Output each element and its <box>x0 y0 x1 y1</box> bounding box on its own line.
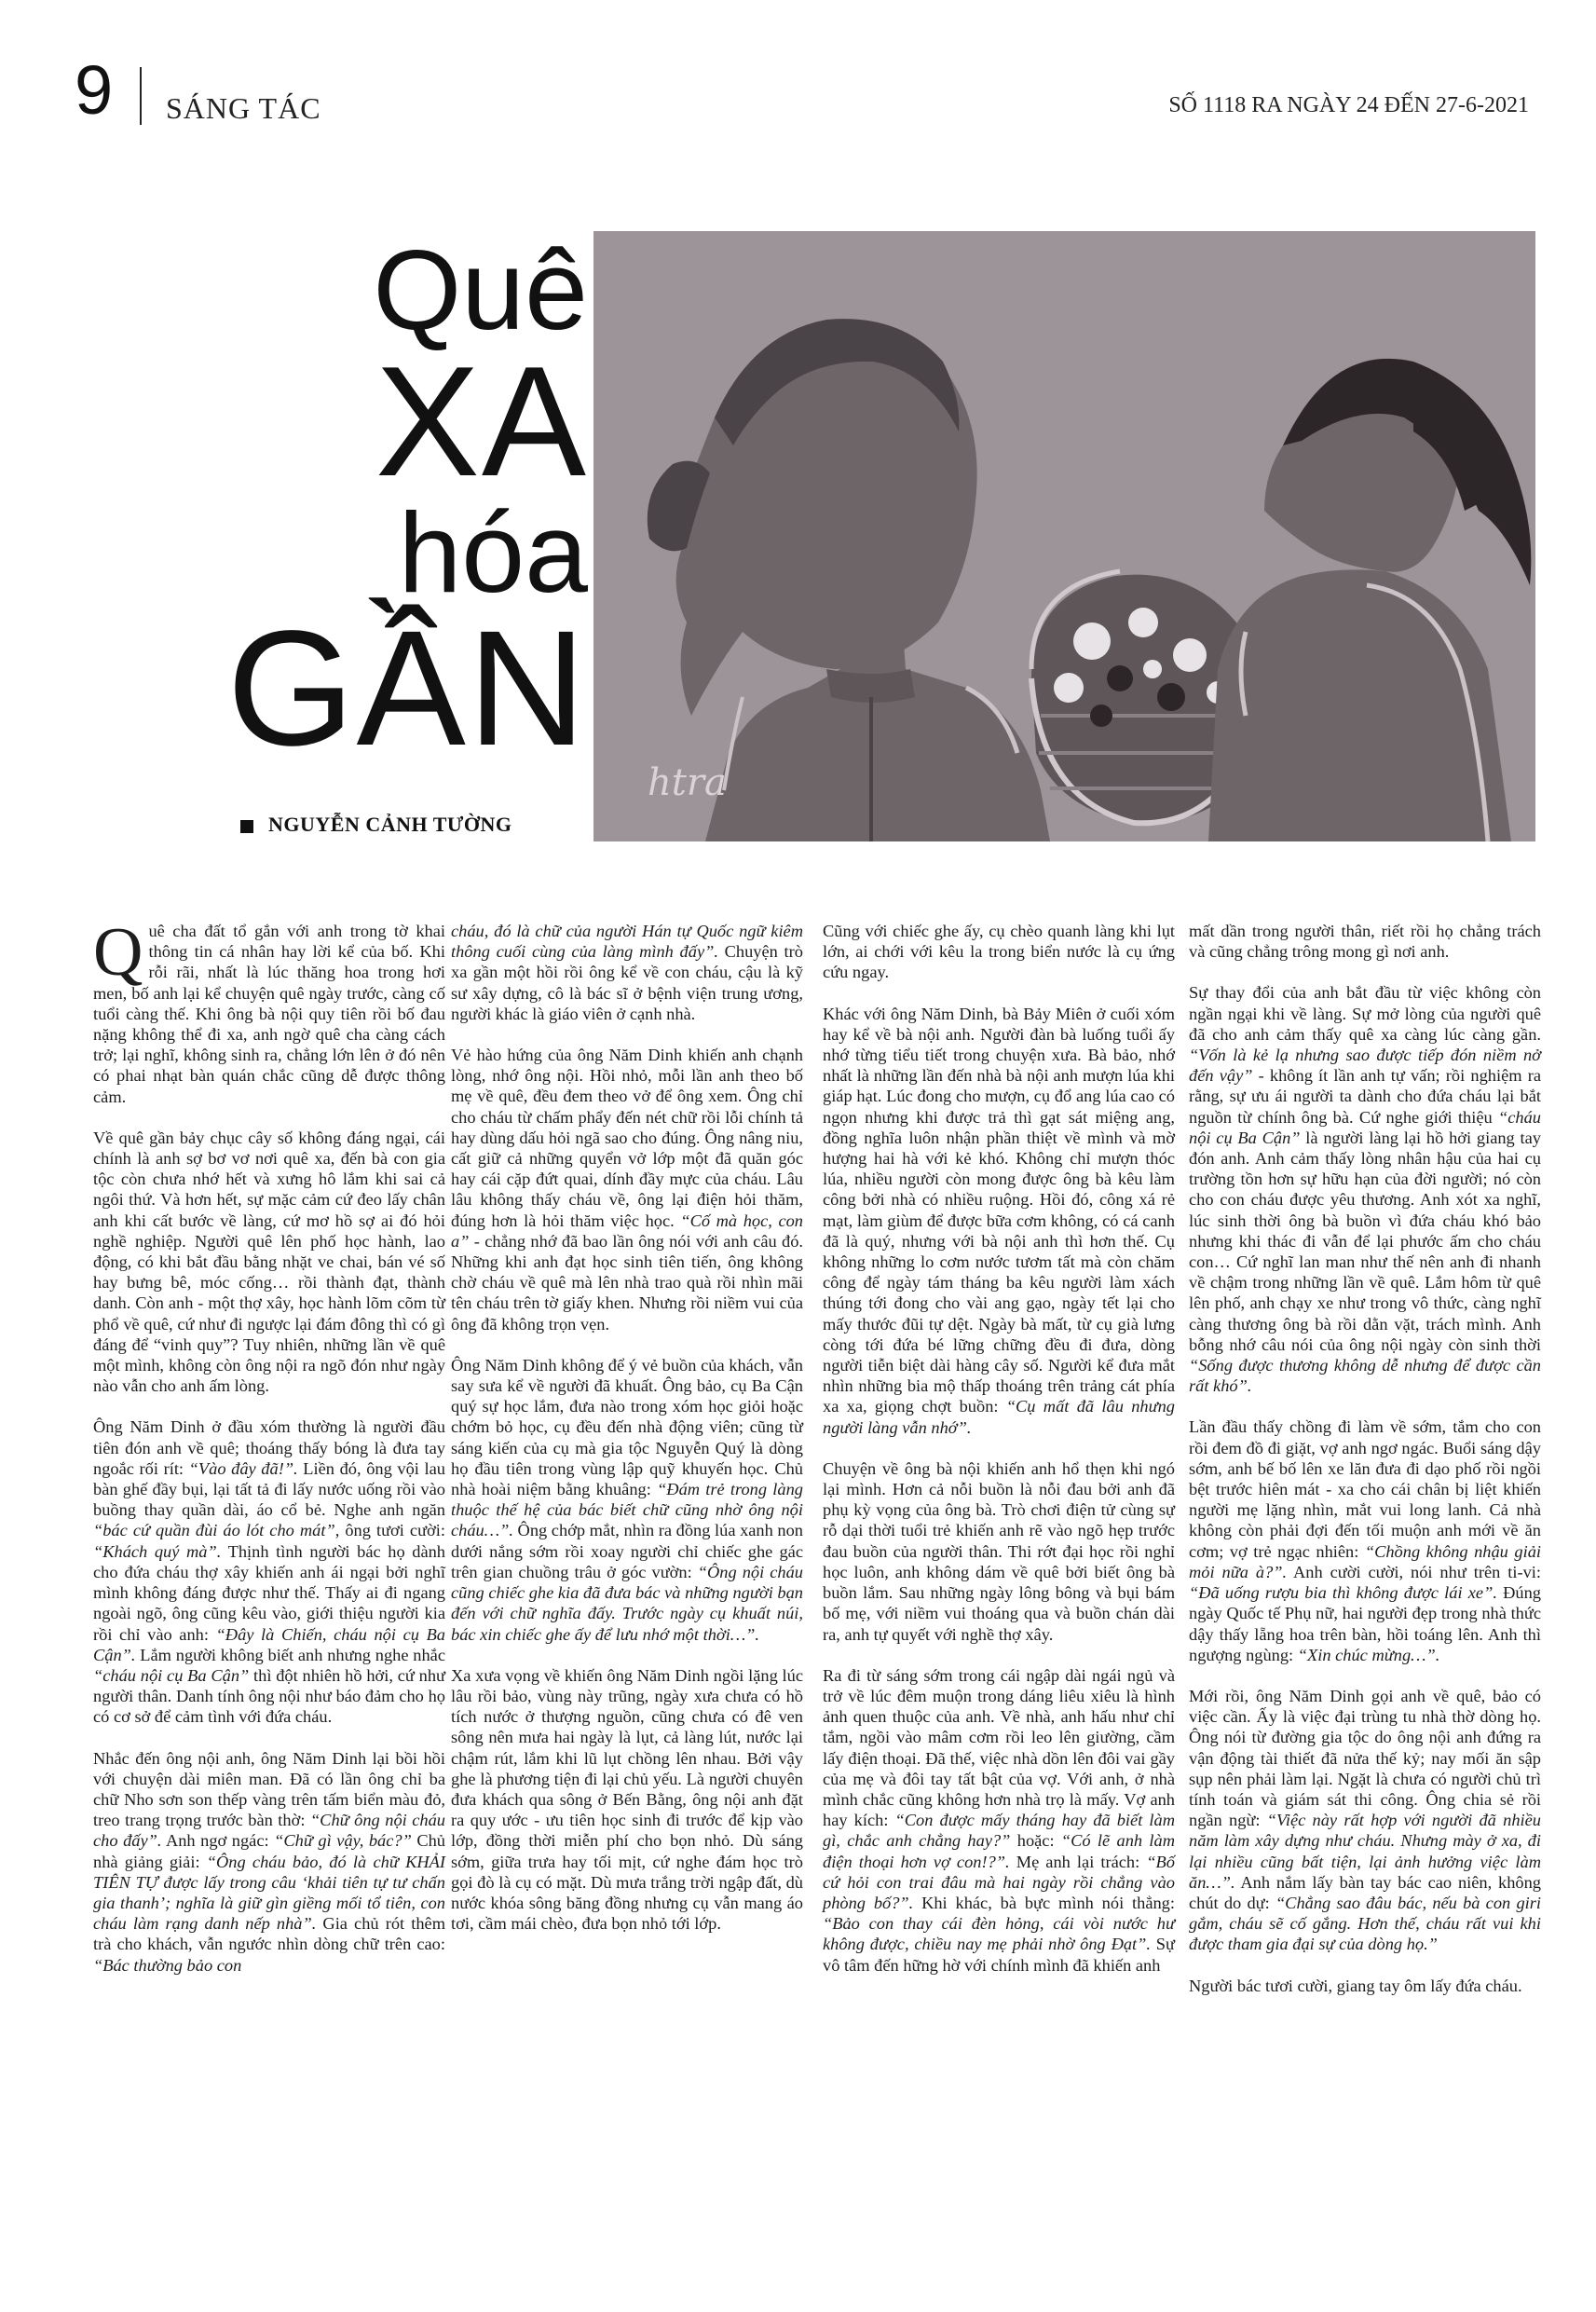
paragraph: Nhắc đến ông nội anh, ông Năm Dinh lại bồi hồi với chuyện dài miên man. Đã có lần ông chỉ ba chữ Nho sơn son thếp vàng trên tấm biển màu đỏ, treo trang trọng trước bàn thờ: “Chữ ông nội cháu cho đấy”. Anh ngơ ngác: “Chữ gì vậy, bác?” Chủ nhà giảng giải: “Ông cháu bảo, đó là chữ KHẢI TIÊN TỰ được lấy trong câu ‘khải tiên tự tư chấn gia thanh’; nghĩa là giữ gìn giềng mối tổ tiên, con cháu làm rạng danh nếp nhà”. Gia chủ rót thêm trà cho khách, vẫn ngước nhìn dòng chữ trên cao: “Bác thường bảo con <box>93 1748 446 1975</box>
paragraph: Chuyện về ông bà nội khiến anh hổ thẹn khi ngó lại mình. Hơn cả nỗi buồn là nỗi đau bởi anh đã phụ kỳ vọng của ông bà. Trò chơi điện tử cùng sự rỗ dại thời tuổi trẻ khiến anh rẽ vào ngõ hẹp trước đau buồn của người thân. Thi rớt đại học rồi nghỉ học luôn, anh không dám về quê bởi biết ông bà buồn lắm. Sau những ngày lông bông và bụi bám bố mẹ, với niềm vui thoáng qua và buồn chán dài ra, anh tự quyết với nghề thợ xây. <box>823 1458 1175 1644</box>
article-column-4 <box>1189 921 1541 2017</box>
paragraph: Người bác tươi cười, giang tay ôm lấy đứa cháu. <box>1189 1976 1522 1995</box>
article-illustration <box>593 231 1535 841</box>
paragraph: cháu, đó là chữ của người Hán tự Quốc ngữ kiêm thông cuối cùng của làng mình đấy”. Chuyện trò xa gần một hồi rồi ông kể về con cháu, cậu là kỹ sư xây dựng, cô là bác sĩ ở bệnh viện trung ương, người khác là giáo viên ở cạnh nhà. <box>451 922 803 1023</box>
title-line-1: Quê <box>373 226 588 353</box>
title-line-2: XA <box>375 334 588 509</box>
drop-cap: Q <box>93 914 143 991</box>
paragraph: Sự thay đổi của anh bắt đầu từ việc không còn ngần ngại khi về làng. Sự mở lòng của người quê đã cho anh cảm thấy quê xa càng lúc càng gần. “Vốn là kẻ lạ nhưng sao được tiếp đón niềm nở đến vậy” - không ít lần anh tự vấn; rồi nghiệm ra rằng, sự ưu ái người ta dành cho đứa cháu lại bắt nguồn từ chính ông bà. Cứ nghe giới thiệu “cháu nội cụ Ba Cận” là người làng lại hồ hởi giang tay đón anh. Anh cảm thấy lòng nhân hậu của hai cụ trường tồn hơn sự hữu hạn của đời người; nó còn cho con cháu được yêu thương. Anh xót xa nghĩ, lúc sinh thời ông bà buồn vì đứa cháu khó bảo nhưng khi thác đi vẫn để lại phước ấm cho cháu con… Cứ nghĩ lan man như thế nên anh đi nhanh về chậm trong những lần về quê. Lắm hôm từ quê lên phố, anh chạy xe như trong vô thức, càng nghĩ càng thương ông bà rồi dằn vặt, trách mình. Anh bỗng nhớ câu nói của ông nội ngày còn sinh thời “Sống được thương không dễ nhưng để được cần rất khó”. <box>1189 983 1542 1396</box>
paragraph: mất dần trong người thân, riết rồi họ chẳng trách và cũng chẳng trông mong gì nơi anh. <box>1189 922 1541 962</box>
article-title <box>66 226 588 780</box>
article-column-1 <box>93 914 446 1996</box>
illustration-signature: htra <box>648 761 727 804</box>
author-name: NGUYỄN CẢNH TƯỜNG <box>268 813 512 836</box>
byline-square-icon <box>240 820 253 833</box>
article-column-2 <box>451 921 803 1954</box>
paragraph: Khác với ông Năm Dinh, bà Bảy Miên ở cuối xóm hay kể về bà nội anh. Người đàn bà luống tuổi ấy nhớ từng tiểu tiết trong chuyện xưa. Bà bảo, nhớ nhất là những lần đến nhà bà nội anh mượn lúa khi giáp hạt. Lúc đong cho mượn, cụ đổ ang lúa cao có ngọn nhưng khi được trả thì gạt sát miệng ang, đồng nghĩa luôn nhận phần thiệt về mình và mờ hượng hai hà với kẻ khó. Không chỉ mượn thóc lúa, nhiều người còn mong được ông bà kêu làm công bởi nhà có nhiều ruộng. Hồi đó, công xá rẻ mạt, làm giùm để được bữa cơm không, có cá canh đã là quý, nhưng với bà nội anh thì hơn thế. Cụ không những lo cơm nước tươm tất mà còn chăm công để ngày tám tháng ba kêu người làm xách thúng tới đong cho vài ang gạo, ngày tết lại cho mấy thước đũi tự dệt. Ngày bà mất, từ cụ già lưng còng tới đứa bé lững chững đều đi đưa, dòng người tiễn biệt dài hàng cây số. Người kể đưa mắt nhìn những bia mộ thấp thoáng trên trảng cát phía xa xa, giọng chợt buồn: “Cụ mất đã lâu nhưng người làng vẫn nhớ”. <box>823 1004 1176 1437</box>
section-name: SÁNG TÁC <box>166 91 321 125</box>
paragraph: Về quê gần bảy chục cây số không đáng ngại, cái chính là anh sợ bơ vơ nơi quê xa, đến bà con gia tộc còn chưa nhớ hết và xưng hô lắm khi sai cả ngôi thứ. Và hơn hết, sự mặc cảm cứ đeo lấy chân anh khi cất bước về làng, cứ mơ hồ sợ ai đó hỏi nghề nghiệp. Người quê lên phố học hành, lao động, có khi bắt đầu bằng nhặt ve chai, bán vé số hay bưng bê, móc cống… rồi thành đạt, thành danh. Còn anh - một thợ xây, học hành lõm cõm từ phổ về quê, cứ như đi ngược lại đám đông thì có gì đáng để “vinh quy”? Tuy nhiên, những lần về quê một mình, không còn ông nội ra ngõ đón như ngày nào vẫn cho anh ấm lòng. <box>93 1128 445 1396</box>
title-line-4: GẦN <box>226 597 588 780</box>
paragraph: Ra đi từ sáng sớm trong cái ngập dài ngái ngủ và trở về lúc đêm muộn trong dáng liêu xiêu là hình ảnh quen thuộc của anh. Về nhà, anh hấu như chỉ tắm, ngồi vào mâm cơm rồi leo lên giường, cầm lấy điện thoại. Đã thế, việc nhà dồn lên đôi vai gầy của mẹ và đôi tay tất bật của vợ. Với anh, ở nhà mình chắc cũng không hơn nhà trọ là mấy. Vợ anh hay kích: “Con được mấy tháng hay đã biết làm gì, chắc anh chẳng hay?” hoặc: “Có lẽ anh làm điện thoại hơn vợ con!?”. Mẹ anh lại trách: “Bố cứ hỏi con trai đâu mà hai ngày rồi chẳng vào phòng bố?”. Khi khác, bà bực mình nói thẳng: “Bảo con thay cái đèn hỏng, cái vòi nước hư không được, chiều nay mẹ phải nhờ ông Đạt”. Sự vô tâm đến hững hờ với chính mình đã khiến anh <box>823 1665 1175 1975</box>
paragraph: Ông Năm Dinh ở đầu xóm thường là người đầu tiên đón anh về quê; thoáng thấy bóng là đưa tay ngoắc rối rít: “Vào đây đã!”. Liền đó, ông vội lau bàn ghế đầy bụi, lại tất tả đi lấy nước uống rồi vào buồng thay quần dài, áo cổ bẻ. Nghe anh ngăn “bác cứ quần đùi áo lót cho mát”, ông tươi cười: “Khách quý mà”. Thịnh tình người bác họ dành cho đứa cháu thợ xây khiến anh ái ngại bởi nghĩ mình không đáng được như thế. Thấy ai đi ngang ngoài ngõ, ông cũng kêu vào, giới thiệu người kia rồi chỉ vào anh: “Đây là Chiến, cháu nội cụ Ba Cận”. Lắm người không biết anh nhưng nghe nhắc “cháu nội cụ Ba Cận” thì đột nhiên hồ hởi, cứ như người thân. Danh tính ông nội như báo đảm cho họ có cơ sở để cảm tình với đứa cháu. <box>93 1417 445 1727</box>
paragraph: Xa xưa vọng về khiến ông Năm Dinh ngồi lặng lúc lâu rồi bảo, vùng này trũng, ngày xưa chưa có hồ tích nước ở thượng nguồn, cũng chưa có đê ven sông nên mưa hai ngày là lụt, cả làng lút, nước lại chậm rút, lắm khi lũ lụt chồng lên nhau. Bởi vậy ghe là phương tiện đi lại chủ yếu. Là người chuyên đưa khách qua sông ở Bến Bằng, ông nội anh đặt ra quy ước - ưu tiên học sinh đi trước để kịp vào lớp, đồng thời miễn phí cho bọn nhỏ. Dù sáng sớm, giữa trưa hay tối mịt, cứ nghe đám học trò gọi đò là cụ có mặt. Dù mưa trắng trời ngập đất, dù nước khóa sông băng đồng nhưng cụ vẫn mang áo tơi, cầm mái chèo, đưa bọn nhỏ tới lớp. <box>451 1665 803 1934</box>
paragraph: Quê cha đất tổ gắn với anh trong tờ khai thông tin cá nhân hay lời kể của bố. Khi rỗi rãi, nhất là lúc thăng hoa trong hơi men, bố anh lại kể chuyện quê ngày trước, càng cố tuổi càng thế. Khi ông bà nội quy tiên rồi bố đau nặng không thể đi xa, anh ngờ quê cha càng cách trở; lại nghĩ, không sinh ra, chẳng lớn lên ở đó nên có phai nhạt bàn quán chắc cũng dễ được thông cảm. <box>93 914 445 1106</box>
author-byline <box>240 813 512 837</box>
illustration-two-women <box>593 231 1535 841</box>
paragraph: Cũng với chiếc ghe ấy, cụ chèo quanh làng khi lụt lớn, ai chới với kêu la trong biển nước là cụ ứng cứu ngay. <box>823 922 1175 982</box>
page-number: 9 <box>75 51 114 129</box>
title-line-3: hóa <box>398 489 588 616</box>
paragraph: Mới rồi, ông Năm Dinh gọi anh về quê, bảo có việc cần. Ấy là việc đại trùng tu nhà thờ dòng họ. Ông nói từ đường gia tộc do ông nội anh đứng ra vận động tài thiết đã nửa thế kỷ; nay mối ăn sập sụp nên phải làm lại. Ngặt là chưa có người chủ trì tính toán và giám sát thi công. Ông chia sẻ rồi ngần ngừ: “Việc này rất hợp với người đã nhiều năm làm xây dựng như cháu. Nhưng mày ở xa, đi lại nhiều cũng bất tiện, lại ảnh hưởng việc làm ăn…”. Anh nắm lấy bàn tay bác cao niên, không chút do dự: “Chẳng sao đâu bác, nếu bà con giri gắm, cháu sẽ cố gắng. Hơn thế, cháu rất vui khi được tham gia đại sự của dòng họ.” <box>1189 1686 1542 1954</box>
header-divider <box>140 67 142 125</box>
paragraph: Ông Năm Dinh không để ý vẻ buồn của khách, vẫn say sưa kể về người đã khuất. Ông bảo, cụ Ba Cận quý sự học lắm, đưa nào trong xóm học giỏi hoặc chớm bỏ học, cụ đều đến nhà động viên; cũng từ sáng kiến của cụ mà gia tộc Nguyễn Quý là dòng họ đầu tiên trong vùng lập quỹ khuyến học. Chủ nhà hoài niệm bằng khuâng: “Đám trẻ trong làng thuộc thế hệ của bác biết chữ cũng nhờ ông nội cháu…”. Ông chớp mắt, nhìn ra đồng lúa xanh non dưới nắng sớm rồi xoay người chỉ chiếc ghe gác trên gian chuồng trâu ở góc vườn: “Ông nội cháu cũng chiếc ghe kia đã đưa bác và những người bạn đến với chữ nghĩa đấy. Trước ngày cụ khuất núi, bác xin chiếc ghe ấy để lưu nhớ một thời…”. <box>451 1355 804 1644</box>
issue-info: SỐ 1118 RA NGÀY 24 ĐẾN 27-6-2021 <box>1168 93 1529 117</box>
paragraph: Vẻ hào hứng của ông Năm Dinh khiến anh chạnh lòng, nhớ ông nội. Hồi nhỏ, mỗi lần anh theo bố mẹ về quê, đều đem theo vở để ông xem. Ông chỉ cho cháu từ chấm phẩy đến nét chữ rồi lỗi chính tả hay dùng dấu hỏi ngã sao cho đúng. Ông nâng niu, cất giữ cả những quyển vở lớp một đã quăn góc hay cái cặp đứt quai, dính đầy mực của cháu. Lâu lâu không thấy cháu về, ông lại điện hỏi thăm, đúng hơn là hỏi thăm việc học. “Cố mà học, con a” - chẳng nhớ đã bao lần ông nói với anh câu đó. Những khi anh đạt học sinh tiên tiến, ông không chờ cháu về quê mà lên nhà trao quà rồi nhìn mãi tên cháu trên tờ giấy khen. Nhưng rồi niềm vui của ông đã không trọn vẹn. <box>451 1046 803 1334</box>
article-column-3 <box>823 921 1175 1996</box>
paragraph: Lần đầu thấy chồng đi làm về sớm, tắm cho con rồi đem đồ đi giặt, vợ anh ngơ ngác. Buổi sáng dậy sớm, anh bế bố lên xe lăn đưa đi dạo phố rồi ngồi bệt trước hiên mát - xa cho cái chân bị liệt khiến người mẹ lặng nhìn, mắt vui long lanh. Cả nhà không còn phải đợi đến tối muộn anh mới về ăn cơm; vợ trẻ ngạc nhiên: “Chồng không nhậu giải mỏi nữa à?”. Anh cười cười, nói như trên ti-vi: “Đã uống rượu bia thì không được lái xe”. Đúng ngày Quốc tế Phụ nữ, hai người đẹp trong nhà thức dậy thấy lẵng hoa trên bàn, hồi toáng lên. Anh thì ngượng ngùng: “Xin chúc mừng…”. <box>1189 1417 1542 1664</box>
